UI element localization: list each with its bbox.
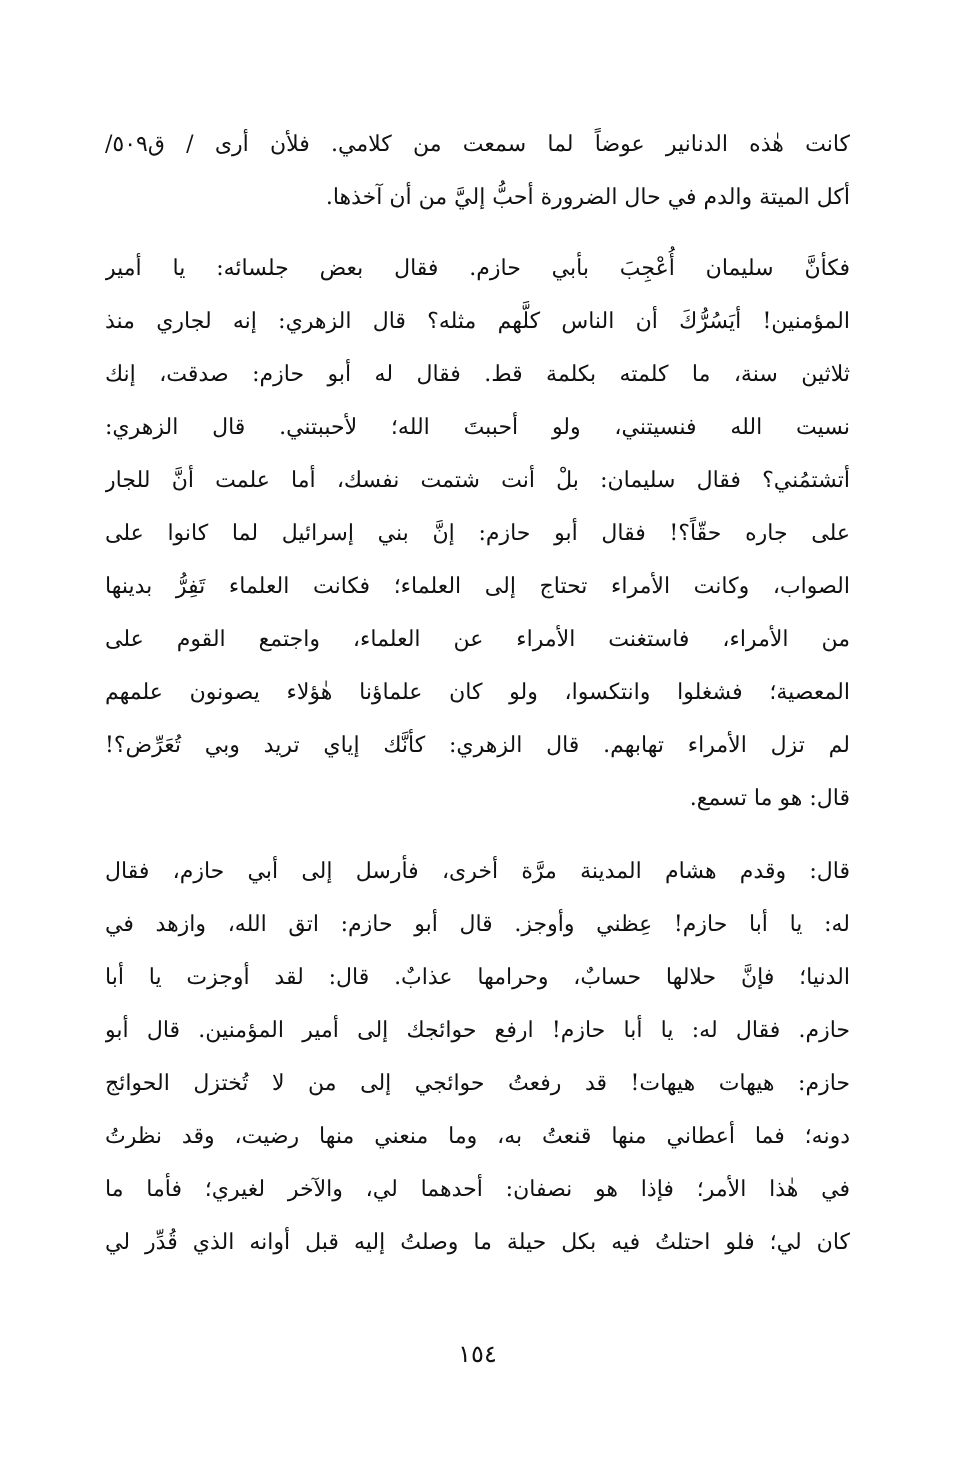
- text-line: في هٰذا الأمر؛ فإذا هو نصفان: أحدهما لي، والآخر لغيري؛ فأما ما: [105, 1177, 850, 1202]
- text-line: له: يا أبا حازم! عِظني وأوجز. قال أبو حازم: اتق الله، وازهد في: [105, 912, 850, 937]
- text-line: المعصية؛ فشغلوا وانتكسوا، ولو كان علماؤنا هٰؤلاء يصونون علمهم: [105, 680, 850, 705]
- text-line: قال: وقدم هشام المدينة مرَّة أخرى، فأرسل إلى أبي حازم، فقال: [105, 859, 850, 884]
- text-line: دونه؛ فما أعطاني منها قنعتُ به، وما منعني منها رضيت، وقد نظرتُ: [105, 1124, 850, 1149]
- text-line: أتشتمُني؟ فقال سليمان: بلْ أنت شتمت نفسك، أما علمت أنَّ للجار: [105, 468, 850, 493]
- text-line: لم تزل الأمراء تهابهم. قال الزهري: كأنَّك إياي تريد وبي تُعَرِّض؟!: [105, 733, 850, 758]
- paragraph-1: [105, 118, 850, 224]
- text-line: ثلاثين سنة، ما كلمته بكلمة قط. فقال له أبو حازم: صدقت، إنك: [105, 362, 850, 387]
- paragraph-2: [105, 242, 850, 825]
- text-line: من الأمراء، فاستغنت الأمراء عن العلماء، واجتمع القوم على: [105, 627, 850, 652]
- text-line: الدنيا؛ فإنَّ حلالها حسابٌ، وحرامها عذابٌ. قال: لقد أوجزت يا أبا: [105, 965, 850, 990]
- text-line: نسيت الله فنسيتني، ولو أحببتَ الله؛ لأحببتني. قال الزهري:: [105, 415, 850, 440]
- text-line: كانت هٰذه الدنانير عوضاً لما سمعت من كلامي. فلأن أرى / ق٥٠٩/: [105, 132, 850, 157]
- text-line: الصواب، وكانت الأمراء تحتاج إلى العلماء؛ فكانت العلماء تَفِرُّ بدينها: [105, 574, 850, 599]
- text-line: حازم: هيهات هيهات! قد رفعتُ حوائجي إلى من لا تُختزل الحوائج: [105, 1071, 850, 1096]
- page-number: ١٥٤: [458, 1340, 497, 1368]
- text-line: كان لي؛ فلو احتلتُ فيه بكل حيلة ما وصلتُ إليه قبل أوانه الذي قُدِّر لي: [105, 1230, 850, 1255]
- text-line: فكأنَّ سليمان أُعْجِبَ بأبي حازم. فقال بعض جلسائه: يا أمير: [105, 256, 850, 281]
- text-line: المؤمنين! أيَسُرُّكَ أن الناس كلَّهم مثله؟ قال الزهري: إنه لجاري منذ: [105, 309, 850, 334]
- paragraph-3: [105, 845, 850, 1269]
- text-line: حازم. فقال له: يا أبا حازم! ارفع حوائجك إلى أمير المؤمنين. قال أبو: [105, 1018, 850, 1043]
- text-line: على جاره حقّاً؟! فقال أبو حازم: إنَّ بني إسرائيل لما كانوا على: [105, 521, 850, 546]
- text-line: قال: هو ما تسمع.: [689, 786, 850, 811]
- text-line: أكل الميتة والدم في حال الضرورة أحبُّ إليَّ من أن آخذها.: [325, 185, 850, 210]
